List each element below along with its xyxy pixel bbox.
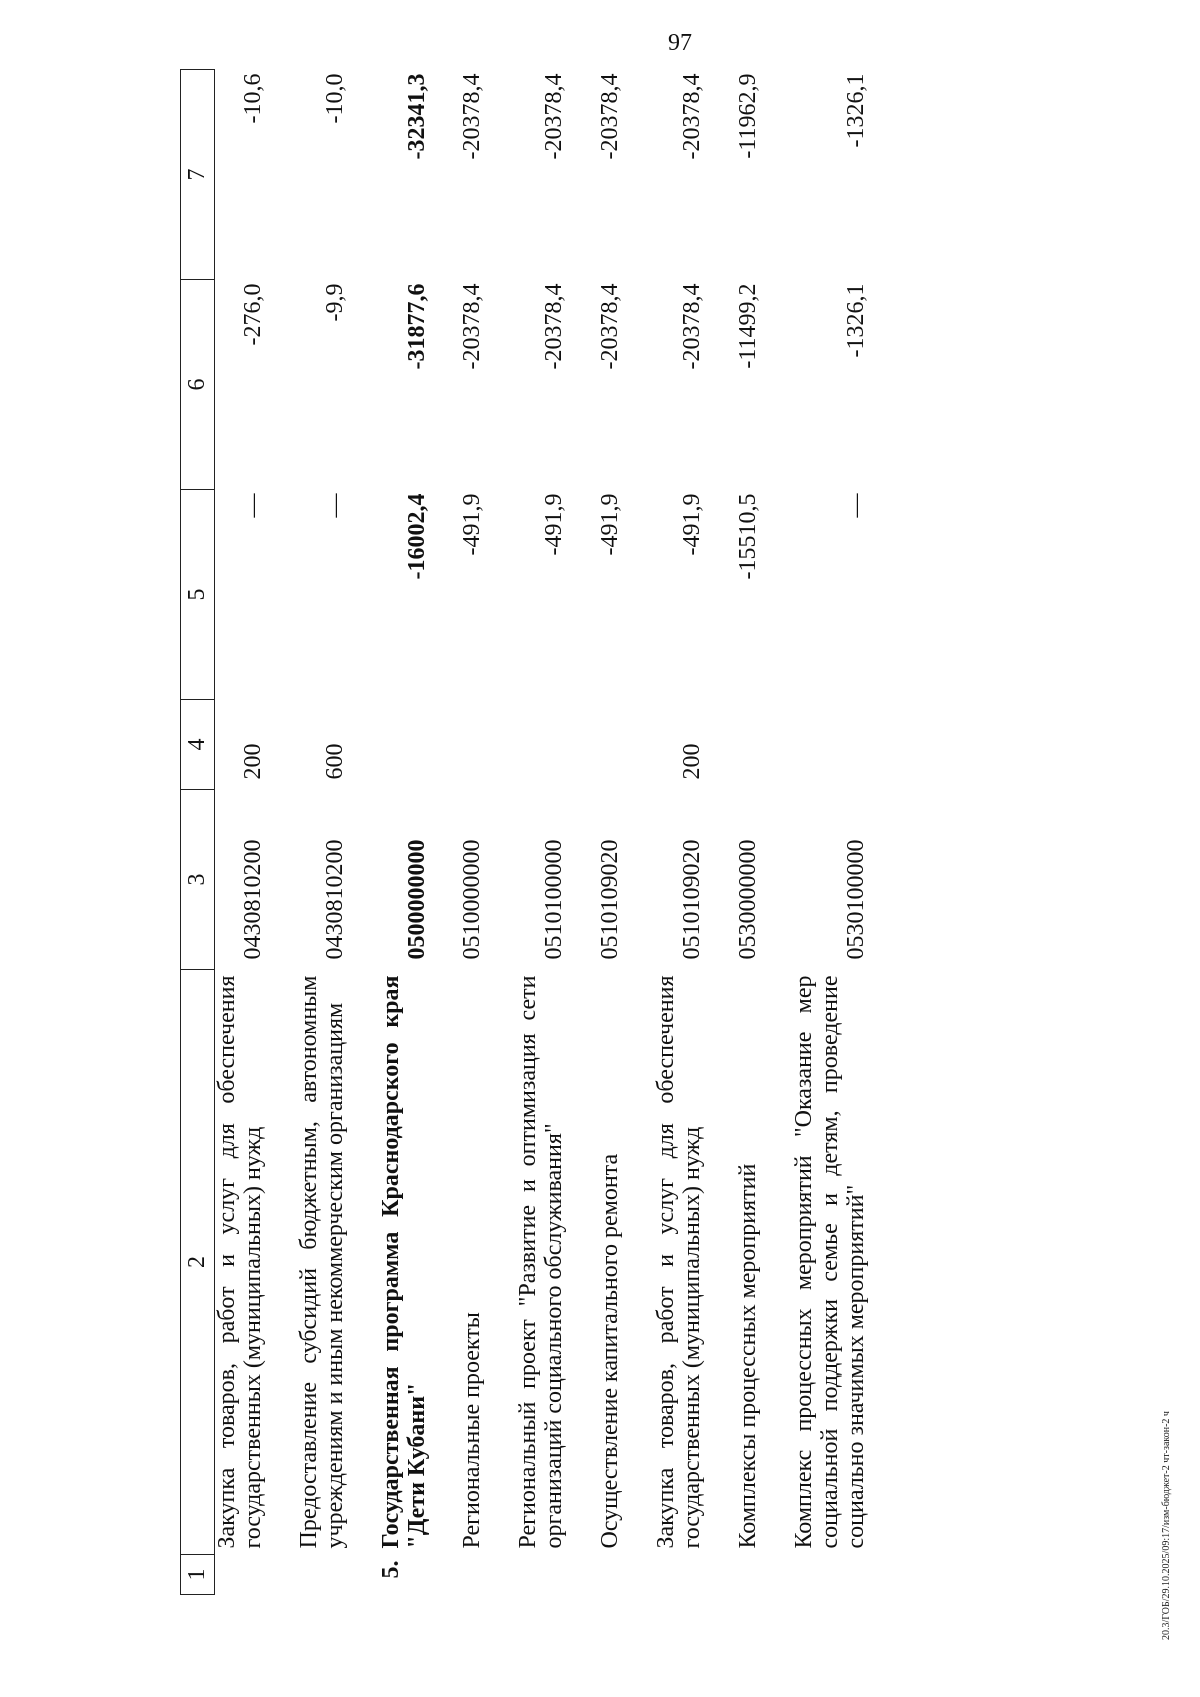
row-value-5: — — [239, 493, 266, 518]
row-value-6: -276,0 — [239, 283, 266, 346]
header-row — [181, 70, 215, 1595]
row-code: 0510100000 — [541, 839, 568, 960]
row-code: 0530000000 — [734, 839, 761, 960]
row-value-7: -32341,3 — [403, 73, 430, 160]
row-value-5: -491,9 — [541, 493, 568, 556]
row-number — [762, 1555, 870, 1595]
row-number: 5. — [377, 1560, 404, 1579]
row-value-6: -9,9 — [321, 283, 348, 322]
row-code: 0530100000 — [842, 839, 869, 960]
row-number — [706, 1555, 762, 1595]
budget-table-rotated — [180, 70, 1040, 1595]
row-value-5: -491,9 — [597, 493, 624, 556]
col-header-1: 1 — [181, 1555, 215, 1595]
row-code: 0510109020 — [678, 839, 705, 960]
row-number — [624, 1555, 706, 1595]
table-row — [762, 70, 870, 1595]
row-value-5: -491,9 — [678, 493, 705, 556]
row-value-5: — — [842, 493, 869, 518]
row-code: 0510000000 — [459, 839, 486, 960]
row-code: 0430810200 — [321, 839, 348, 960]
table-body — [215, 70, 870, 1595]
row-type — [568, 700, 624, 790]
row-value-5: -15510,5 — [734, 493, 761, 580]
table-row — [215, 70, 267, 1595]
table-row — [267, 70, 349, 1595]
row-number — [568, 1555, 624, 1595]
row-type: 200 — [239, 743, 266, 780]
row-value-7: -20378,4 — [597, 73, 624, 160]
row-number — [215, 1555, 267, 1595]
row-type — [762, 700, 870, 790]
row-value-7: -20378,4 — [541, 73, 568, 160]
row-type — [430, 700, 486, 790]
row-code: 0500000000 — [403, 839, 430, 960]
row-value-7: -20378,4 — [678, 73, 705, 160]
row-value-7: -20378,4 — [459, 73, 486, 160]
row-number — [267, 1555, 349, 1595]
row-value-7: -11962,9 — [734, 73, 761, 159]
row-value-5: -16002,4 — [403, 493, 430, 580]
row-type — [349, 700, 431, 790]
row-number — [430, 1555, 486, 1595]
row-value-5: — — [321, 493, 348, 518]
row-value-6: -20378,4 — [597, 283, 624, 370]
col-header-6: 6 — [181, 280, 215, 490]
col-header-3: 3 — [181, 790, 215, 970]
row-value-7: -10,0 — [321, 73, 348, 124]
col-header-4: 4 — [181, 700, 215, 790]
row-name: Закупка товаров, работ и услуг для обеспечения государственных (муниципальных) нужд — [653, 975, 705, 1549]
table-row — [568, 70, 624, 1595]
row-value-6: -20378,4 — [541, 283, 568, 370]
row-number — [486, 1555, 568, 1595]
row-value-6: -20378,4 — [459, 283, 486, 370]
row-name: Региональный проект "Развитие и оптимизация сети организаций социального обслуживания" — [515, 975, 568, 1549]
row-value-5: -491,9 — [459, 493, 486, 556]
table-row — [706, 70, 762, 1595]
row-type — [706, 700, 762, 790]
col-header-7: 7 — [181, 70, 215, 280]
col-header-5: 5 — [181, 490, 215, 700]
row-value-7: -1326,1 — [842, 73, 869, 148]
row-code: 0430810200 — [239, 839, 266, 960]
row-type — [486, 700, 568, 790]
row-name: Региональные проекты — [459, 1312, 486, 1549]
row-name: Закупка товаров, работ и услуг для обеспечения государственных (муниципальных) нужд — [214, 975, 266, 1549]
row-name: Комплексы процессных мероприятий — [734, 1163, 761, 1549]
row-value-6: -31877,6 — [403, 283, 430, 370]
row-name: Осуществление капитального ремонта — [597, 1153, 624, 1549]
page-number: 97 — [668, 30, 692, 56]
row-value-6: -1326,1 — [842, 283, 869, 358]
row-name: Государственная программа Краснодарского края "Дети Кубани" — [377, 975, 430, 1549]
table-row — [486, 70, 568, 1595]
col-header-2: 2 — [181, 970, 215, 1555]
row-name: Предоставление субсидий бюджетным, автономным учреждениям и иным некоммерческим организациям — [295, 975, 348, 1549]
table-row — [430, 70, 486, 1595]
row-type: 200 — [678, 743, 705, 780]
row-value-7: -10,6 — [239, 73, 266, 124]
row-value-6: -20378,4 — [678, 283, 705, 370]
row-code: 0510109020 — [597, 839, 624, 960]
row-type: 600 — [321, 743, 348, 780]
table-row — [624, 70, 706, 1595]
table-row — [349, 70, 431, 1595]
budget-table — [180, 69, 870, 1595]
row-value-6: -11499,2 — [734, 283, 761, 369]
row-name: Комплекс процессных мероприятий "Оказание мер социальной поддержки семье и детям, проведение социально значимых мероприятий" — [790, 975, 869, 1549]
